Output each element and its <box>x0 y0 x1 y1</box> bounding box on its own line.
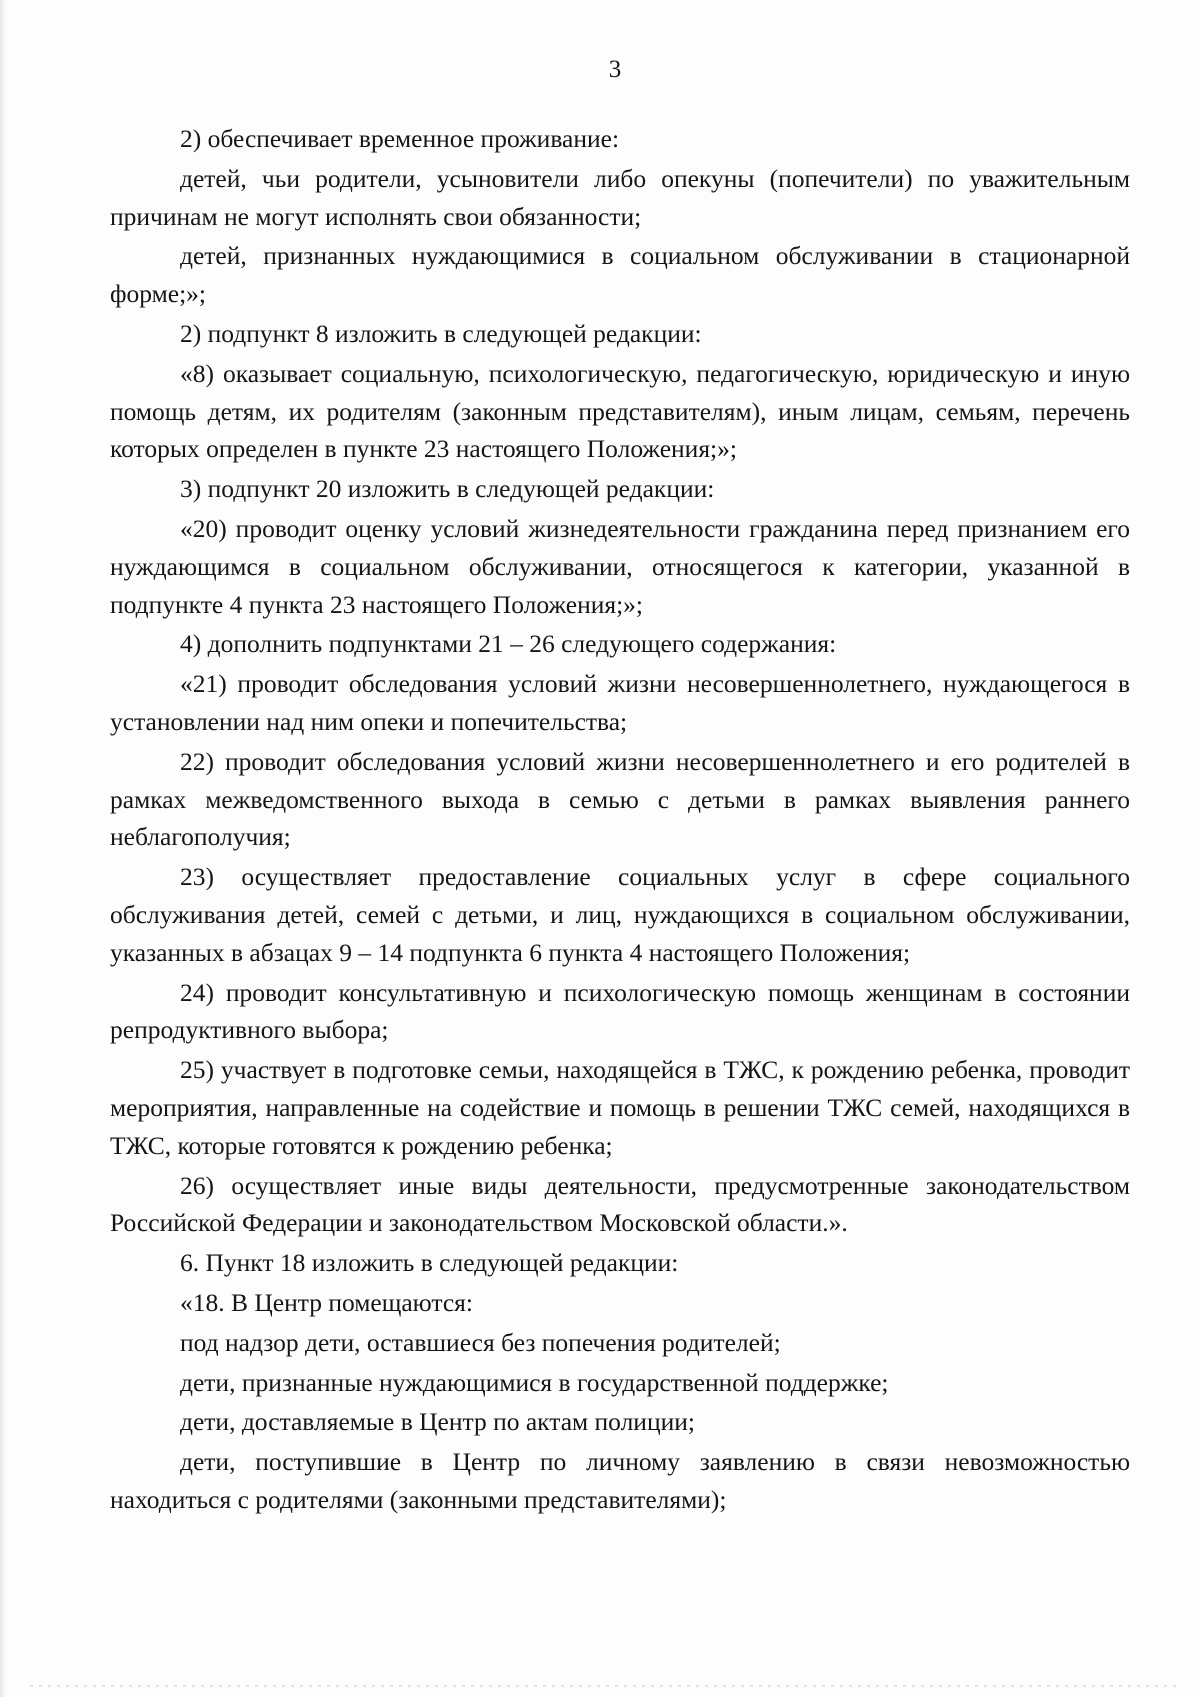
scan-bottom-artifact <box>30 1685 1180 1687</box>
paragraph-point-18-intro: «18. В Центр помещаются: <box>180 1287 473 1317</box>
paragraph-point-18-heading: 6. Пункт 18 изложить в следующей редакции: <box>180 1248 679 1278</box>
paragraph-subpoint-23: 23) осуществляет предоставление социальных услуг в сфере социального обслуживания детей, семей с детьми, и лиц, нуждающихся в социальном обслуживании, указанных в абзацах 9 – 14 подпункта 6 пункта 4 настоящего Положения; <box>110 862 1130 967</box>
paragraph-subpoint-20-text: «20) проводит оценку условий жизнедеятельности гражданина перед признанием его нуждающимся в социальном обслуживании, относящегося к категории, указанной в подпункте 4 пункта 23 настоящего Положения;»; <box>110 513 1130 619</box>
paragraph-subpoint-8-text: «8) оказывает социальную, психологическую, педагогическую, юридическую и иную помощь детям, их родителям (законным представителям), иным лицам, семьям, перечень которых определен в пункте 23 настоящего Положения;»; <box>110 358 1130 464</box>
paragraph-subpoint-21: «21) проводит обследования условий жизни несовершеннолетнего, нуждающегося в установлении над ним опеки и попечительства; <box>110 669 1130 736</box>
paragraph-point-18-item-1: под надзор дети, оставшиеся без попечения родителей; <box>180 1327 781 1357</box>
paragraph-subpoint-20-heading: 3) подпункт 20 изложить в следующей редакции: <box>180 474 715 504</box>
scan-edge-shadow <box>0 0 6 1697</box>
paragraph-subpoint-24: 24) проводит консультативную и психологическую помощь женщинам в состоянии репродуктивного выбора; <box>110 977 1130 1045</box>
paragraph-subpoint-26: 26) осуществляет иные виды деятельности, предусмотренные законодательством Российской Федерации и законодательством Московской области.». <box>110 1170 1130 1238</box>
paragraph-subpoint-25: 25) участвует в подготовке семьи, находящейся в ТЖС, к рождению ребенка, проводит мероприятия, направленные на содействие и помощь в решении ТЖС семей, находящихся в ТЖС, которые готовятся к рождению ребенка; <box>110 1055 1130 1160</box>
paragraph-2-temporary-residence: 2) обеспечивает временное проживание: <box>180 124 620 153</box>
paragraph-subpoint-22: 22) проводит обследования условий жизни несовершеннолетнего и его родителей в рамках межведомственного выхода в семью с детьми в рамках выявления раннего неблагополучия; <box>110 746 1130 852</box>
paragraph-point-18-item-3: дети, доставляемые в Центр по актам полиции; <box>180 1407 695 1437</box>
paragraph-children-in-need: детей, признанных нуждающимися в социальном обслуживании в стационарной форме;»; <box>110 241 1130 309</box>
page-number: 3 <box>608 56 622 83</box>
paragraph-subpoint-8-heading: 2) подпункт 8 изложить в следующей редакции: <box>180 318 702 348</box>
paragraph-point-18-item-2: дети, признанные нуждающимися в государственной поддержке; <box>180 1367 889 1397</box>
document-body <box>110 120 1130 1519</box>
paragraph-children-parents-unable: детей, чьи родители, усыновители либо опекуны (попечители) по уважительным причинам не могут исполнять свои обязанности; <box>110 163 1130 231</box>
paragraph-add-subpoints-heading: 4) дополнить подпунктами 21 – 26 следующего содержания: <box>180 629 837 659</box>
paragraph-point-18-item-4: дети, поступившие в Центр по личному заявлению в связи невозможностью находиться с родителями (законными представителями); <box>110 1447 1130 1514</box>
